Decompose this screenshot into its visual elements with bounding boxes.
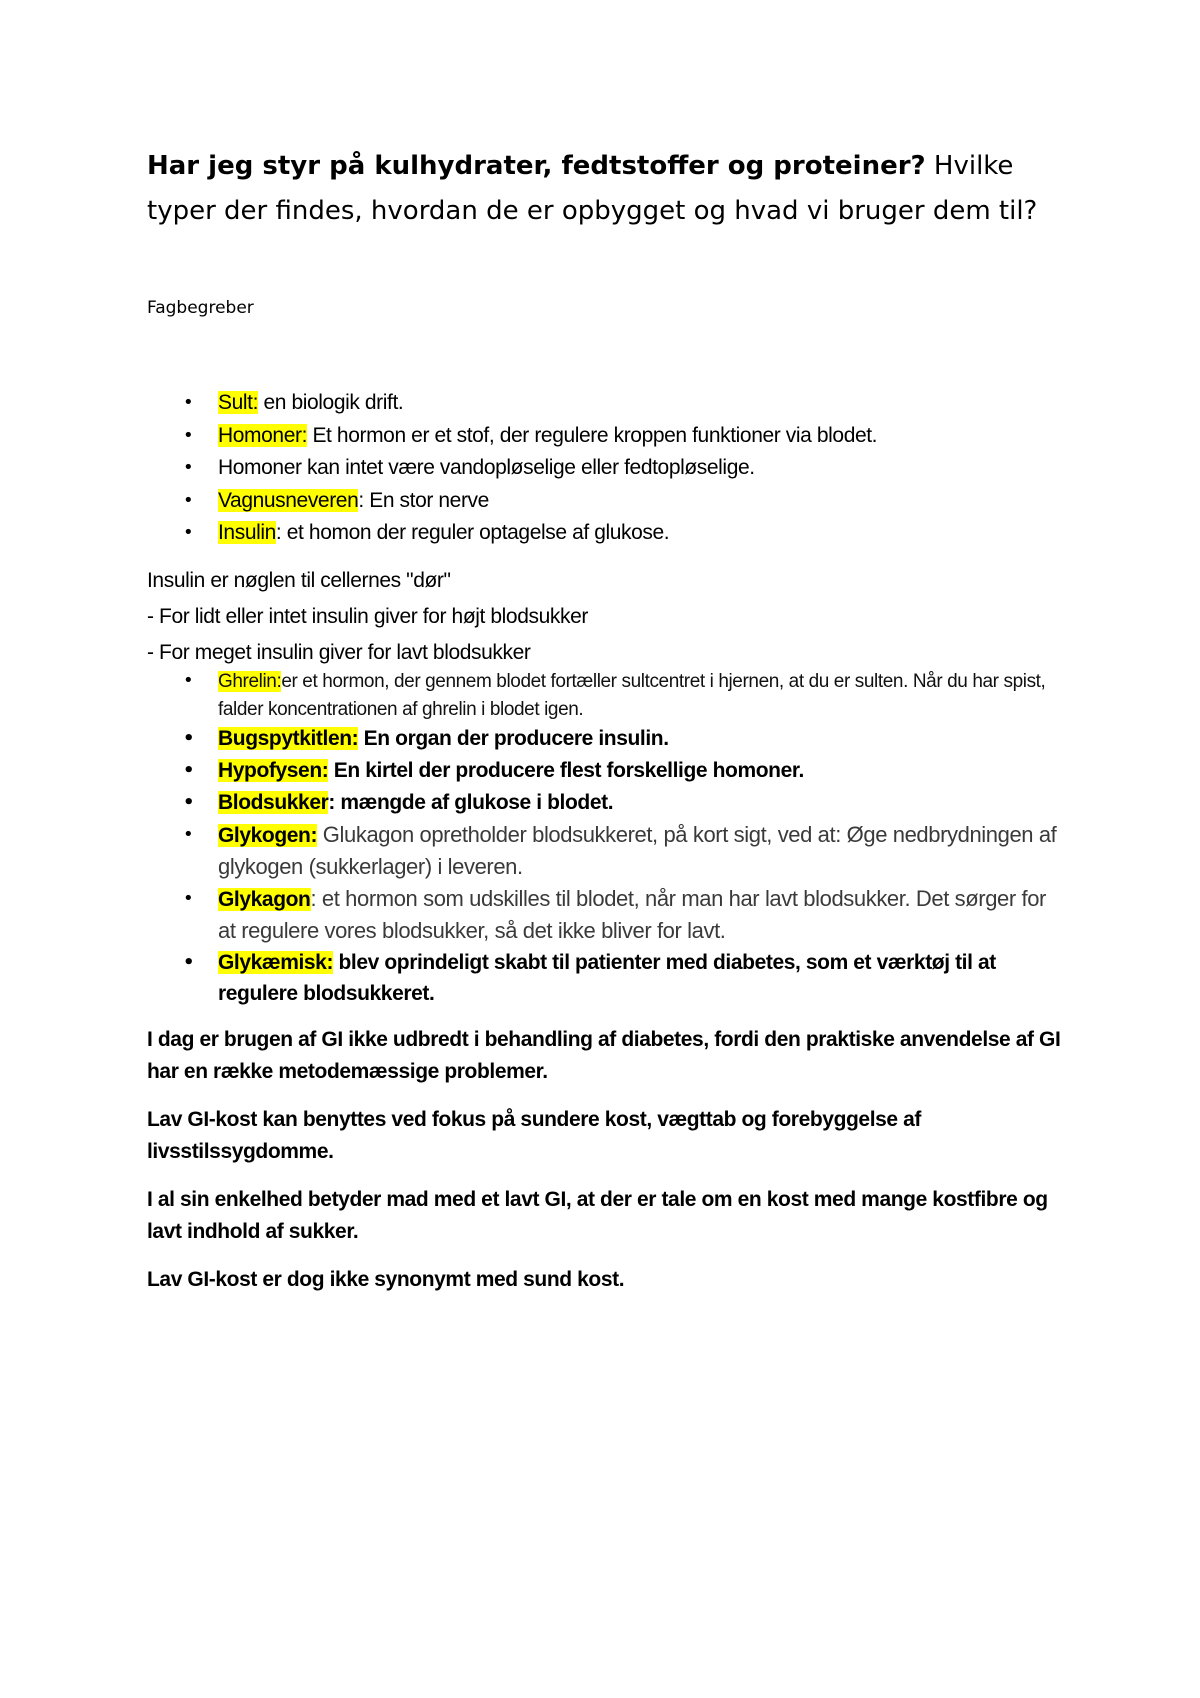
- term: Glykogen:: [218, 824, 318, 847]
- definition: En organ der producere insulin.: [358, 727, 669, 750]
- bullet-icon: •: [183, 952, 195, 973]
- term-list-1: [147, 387, 1058, 550]
- bullet-icon: •: [183, 457, 194, 478]
- page-title: [147, 144, 1047, 234]
- list-item: [147, 723, 1058, 755]
- paragraph-ikke-synonymt: Lav GI-kost er dog ikke synonymt med sund kost.: [147, 1268, 625, 1291]
- bullet-icon: •: [183, 522, 194, 543]
- term: Glykagon: [218, 888, 311, 911]
- list-item: [147, 517, 1058, 550]
- definition: En kirtel der producere flest forskellige homoner.: [328, 759, 804, 782]
- insulin-line-2: - For lidt eller intet insulin giver for højt blodsukker: [147, 605, 588, 628]
- definition: er et hormon, der gennem blodet fortæller sultcentret i hjernen, at du er sulten. Når du har spist, falder koncentrationen af ghrelin i blodet igen.: [218, 671, 1046, 720]
- subtitle: Fagbegreber: [147, 298, 254, 318]
- document-page: [147, 0, 1067, 1698]
- definition: en biologik drift.: [258, 391, 404, 414]
- paragraph-lavt-gi: I al sin enkelhed betyder mad med et lavt GI, at der er tale om en kost med mange kostfibre og lavt indhold af sukker.: [147, 1188, 1048, 1243]
- bullet-icon: •: [183, 489, 194, 511]
- bullet-icon: •: [183, 670, 194, 691]
- list-item: [147, 420, 1058, 453]
- definition: : mængde af glukose i blodet.: [328, 791, 614, 814]
- term: Sult:: [218, 391, 259, 414]
- bullet-icon: •: [183, 392, 194, 413]
- definition: Homoner kan intet være vandopløselige eller fedtopløselige.: [218, 456, 755, 479]
- title-normal-part: Hvilke typer der findes, hvordan de er opbygget og hvad vi bruger dem til?: [147, 151, 1038, 226]
- paragraph-gi-diabetes: I dag er brugen af GI ikke udbredt i behandling af diabetes, fordi den praktiske anvendelse af GI har en række metodemæssige problemer.: [147, 1028, 1061, 1083]
- term: Ghrelin:: [218, 671, 282, 692]
- insulin-line-3: - For meget insulin giver for lavt blodsukker: [147, 641, 531, 664]
- term: Bugspytkitlen:: [218, 727, 359, 750]
- definition: Glukagon opretholder blodsukkeret, på kort sigt, ved at: Øge nedbrydningen af glykogen (sukkerlager) i leveren.: [218, 822, 1057, 879]
- bullet-icon: •: [183, 888, 194, 909]
- term: Homoner:: [218, 423, 308, 447]
- list-item: [147, 485, 1058, 518]
- list-item: [147, 819, 1058, 883]
- list-item: [147, 667, 1058, 723]
- term: Blodsukker: [218, 791, 329, 814]
- list-item: [147, 947, 1058, 1009]
- definition: Et hormon er et stof, der regulere kroppen funktioner via blodet.: [307, 423, 878, 447]
- definition: : et homon der reguler optagelse af glukose.: [275, 521, 670, 544]
- title-bold-part: Har jeg styr på kulhydrater, fedtstoffer og proteiner?: [147, 151, 926, 181]
- definition: blev oprindeligt skabt til patienter med diabetes, som et værktøj til at regulere blodsukkeret.: [218, 951, 996, 1005]
- bullet-icon: •: [183, 760, 195, 781]
- term: Vagnusneveren: [218, 488, 359, 512]
- term: Insulin: [218, 521, 276, 544]
- insulin-line-1: Insulin er nøglen til cellernes "dør": [147, 569, 451, 592]
- bullet-icon: •: [183, 424, 194, 446]
- list-item: [147, 883, 1058, 947]
- list-item: [147, 387, 1058, 420]
- list-item: [147, 755, 1058, 787]
- term: Hypofysen:: [218, 759, 329, 782]
- bullet-icon: •: [183, 792, 195, 813]
- list-item: [147, 452, 1058, 485]
- bullet-icon: •: [183, 728, 195, 749]
- definition: : En stor nerve: [358, 488, 489, 512]
- definition: : et hormon som udskilles til blodet, når man har lavt blodsukker. Det sørger for at regulere vores blodsukker, så det ikke bliver for lavt.: [218, 886, 1046, 943]
- paragraph-lav-gi-kost: Lav GI-kost kan benyttes ved fokus på sundere kost, vægttab og forebyggelse af livsstilssygdomme.: [147, 1108, 921, 1163]
- term-list-2: [147, 667, 1058, 1009]
- bullet-icon: •: [183, 824, 194, 845]
- term: Glykæmisk:: [218, 951, 334, 974]
- list-item: [147, 787, 1058, 819]
